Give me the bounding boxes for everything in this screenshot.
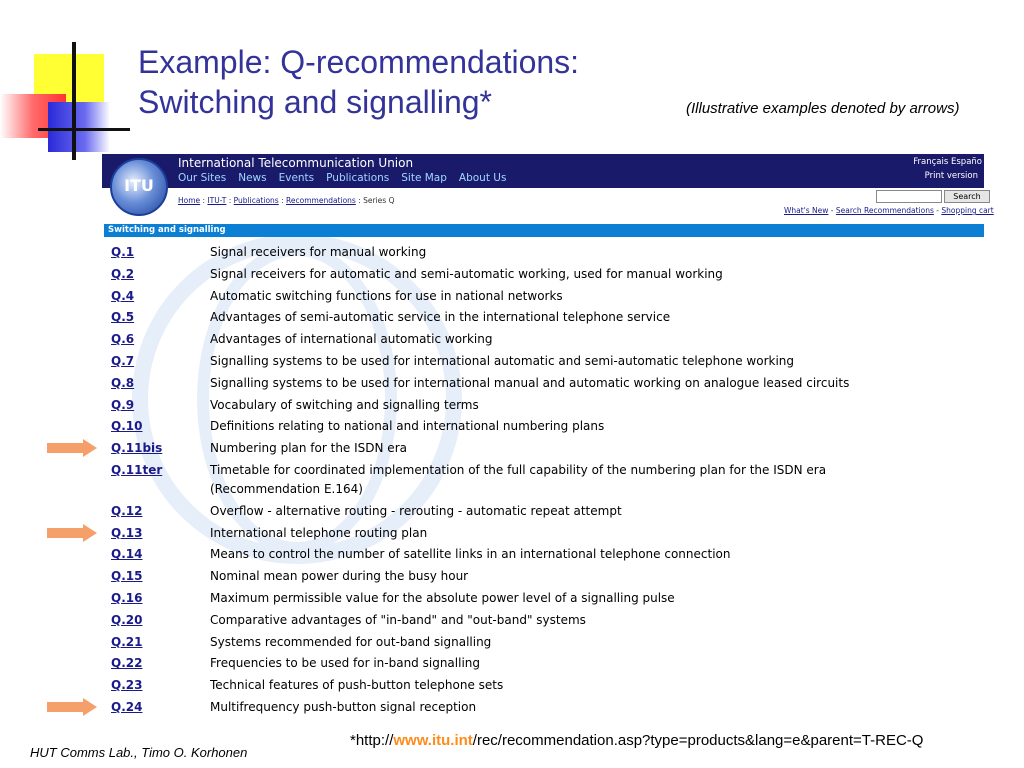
- highlight-arrow-icon: [47, 524, 97, 542]
- recommendation-code-link[interactable]: Q.5: [111, 310, 135, 325]
- nav-news[interactable]: News: [238, 172, 267, 184]
- sub-links: What's New - Search Recommendations - Shopping cart: [784, 206, 994, 215]
- recommendation-code-link[interactable]: Q.1: [111, 245, 135, 259]
- recommendation-title: International telephone routing plan: [210, 525, 428, 540]
- recommendation-code-link[interactable]: Q.11bis: [111, 441, 163, 456]
- recommendation-title: Automatic switching functions for use in national networks: [210, 288, 563, 303]
- nav-events[interactable]: Events: [278, 172, 315, 184]
- nav-about-us[interactable]: About Us: [458, 172, 507, 184]
- recommendation-title: Numbering plan for the ISDN era: [210, 441, 407, 456]
- recommendation-code-link[interactable]: Q.7: [111, 354, 135, 368]
- recommendation-title: Vocabulary of switching and signalling terms: [210, 397, 479, 412]
- recommendation-title: Signal receivers for manual working: [210, 245, 427, 259]
- slide-title: [138, 42, 579, 122]
- breadcrumb-home[interactable]: Home: [178, 196, 201, 205]
- recommendation-title: Timetable for coordinated implementation of the full capability of the numbering plan for the ISDN era: [210, 463, 827, 477]
- itu-logo[interactable]: [110, 158, 168, 216]
- recommendation-title-continued: (Recommendation E.164): [210, 482, 363, 496]
- whats-new-link[interactable]: What's New: [784, 206, 829, 215]
- search-input[interactable]: [876, 190, 942, 203]
- language-links[interactable]: Français Españo: [913, 157, 982, 167]
- recommendation-title: Signalling systems to be used for international automatic and semi-automatic telephone working: [210, 354, 795, 368]
- recommendation-title: Comparative advantages of "in-band" and "out-band" systems: [210, 612, 586, 627]
- recommendation-title: Multifrequency push-button signal reception: [210, 700, 477, 714]
- search-button[interactable]: Search: [944, 190, 990, 203]
- top-nav: [178, 172, 506, 184]
- recommendation-title: Advantages of international automatic working: [210, 332, 493, 347]
- recommendation-code-link[interactable]: Q.4: [111, 288, 135, 303]
- footer-url-path: /rec/recommendation.asp?type=products&lang=e&parent=T-REC-Q: [472, 732, 924, 749]
- recommendation-code-link[interactable]: Q.14: [111, 547, 143, 562]
- recommendation-code-link[interactable]: Q.20: [111, 612, 143, 627]
- footer-url: [350, 732, 923, 749]
- decor-blue-bar: [48, 102, 110, 152]
- slide-title-line1: Example: Q-recommendations:: [138, 44, 580, 80]
- recommendation-code-link[interactable]: Q.8: [111, 375, 135, 390]
- itu-header: [102, 154, 984, 188]
- recommendation-title: Means to control the number of satellite links in an international telephone connection: [210, 547, 731, 562]
- decor-horizontal-line: [38, 128, 130, 131]
- slide-note: (Illustrative examples denoted by arrows): [686, 100, 960, 117]
- itu-subheader: [102, 188, 994, 224]
- recommendation-title: Technical features of push-button telephone sets: [210, 678, 504, 693]
- decor-vertical-line: [72, 42, 76, 160]
- footer-author: HUT Comms Lab., Timo O. Korhonen: [30, 745, 248, 760]
- recommendation-title: Signal receivers for automatic and semi-automatic working, used for manual working: [210, 266, 723, 281]
- recommendation-code-link[interactable]: Q.13: [111, 525, 143, 540]
- nav-publications[interactable]: Publications: [326, 172, 390, 184]
- breadcrumb-recommendations[interactable]: Recommendations: [286, 196, 356, 205]
- recommendation-code-link[interactable]: Q.24: [111, 700, 143, 714]
- recommendation-code-link[interactable]: Q.10: [111, 419, 143, 434]
- nav-site-map[interactable]: Site Map: [401, 172, 447, 184]
- breadcrumb: Home : ITU-T : Publications : Recommendations : Series Q: [178, 196, 395, 205]
- recommendation-title: Systems recommended for out-band signalling: [210, 634, 492, 649]
- itu-logo-text: ITU: [124, 176, 154, 195]
- shopping-cart-link[interactable]: Shopping cart: [941, 206, 994, 215]
- recommendation-title: Nominal mean power during the busy hour: [210, 569, 469, 584]
- recommendation-code-link[interactable]: Q.2: [111, 266, 135, 281]
- org-name: International Telecommunication Union: [178, 156, 414, 170]
- itu-page-screenshot: [102, 154, 994, 718]
- print-version-link[interactable]: Print version: [924, 171, 978, 181]
- breadcrumb-itu-t[interactable]: ITU-T: [207, 196, 227, 205]
- nav-our-sites[interactable]: Our Sites: [178, 172, 227, 184]
- breadcrumb-publications[interactable]: Publications: [233, 196, 279, 205]
- recommendation-title: Advantages of semi-automatic service in the international telephone service: [210, 310, 671, 325]
- slide-title-line2: Switching and signalling*: [138, 84, 492, 120]
- recommendation-title: Frequencies to be used for in-band signalling: [210, 656, 480, 671]
- recommendation-code-link[interactable]: Q.15: [111, 569, 143, 584]
- footer-url-prefix: *http://: [350, 732, 394, 749]
- recommendation-code-link[interactable]: Q.9: [111, 397, 135, 412]
- search-recommendations-link[interactable]: Search Recommendations: [835, 206, 934, 215]
- recommendation-code-link[interactable]: Q.23: [111, 678, 143, 693]
- highlight-arrow-icon: [47, 439, 97, 457]
- recommendation-title: Overflow - alternative routing - rerouting - automatic repeat attempt: [210, 503, 622, 518]
- recommendation-code-link[interactable]: Q.21: [111, 634, 143, 649]
- breadcrumb-current: Series Q: [363, 196, 395, 205]
- recommendation-code-link[interactable]: Q.22: [111, 656, 143, 671]
- recommendation-code-link[interactable]: Q.6: [111, 332, 135, 347]
- recommendation-title: Definitions relating to national and international numbering plans: [210, 419, 605, 434]
- recommendation-code-link[interactable]: Q.12: [111, 503, 143, 518]
- recommendation-title: Signalling systems to be used for international manual and automatic working on analogue leased circuits: [210, 375, 850, 390]
- highlight-arrow-icon: [47, 698, 97, 716]
- section-title: Switching and signalling: [104, 224, 984, 237]
- recommendation-title: Maximum permissible value for the absolute power level of a signalling pulse: [210, 591, 675, 605]
- recommendation-code-link[interactable]: Q.11ter: [111, 463, 163, 477]
- recommendation-code-link[interactable]: Q.16: [111, 591, 143, 605]
- footer-url-host: www.itu.int: [393, 732, 473, 749]
